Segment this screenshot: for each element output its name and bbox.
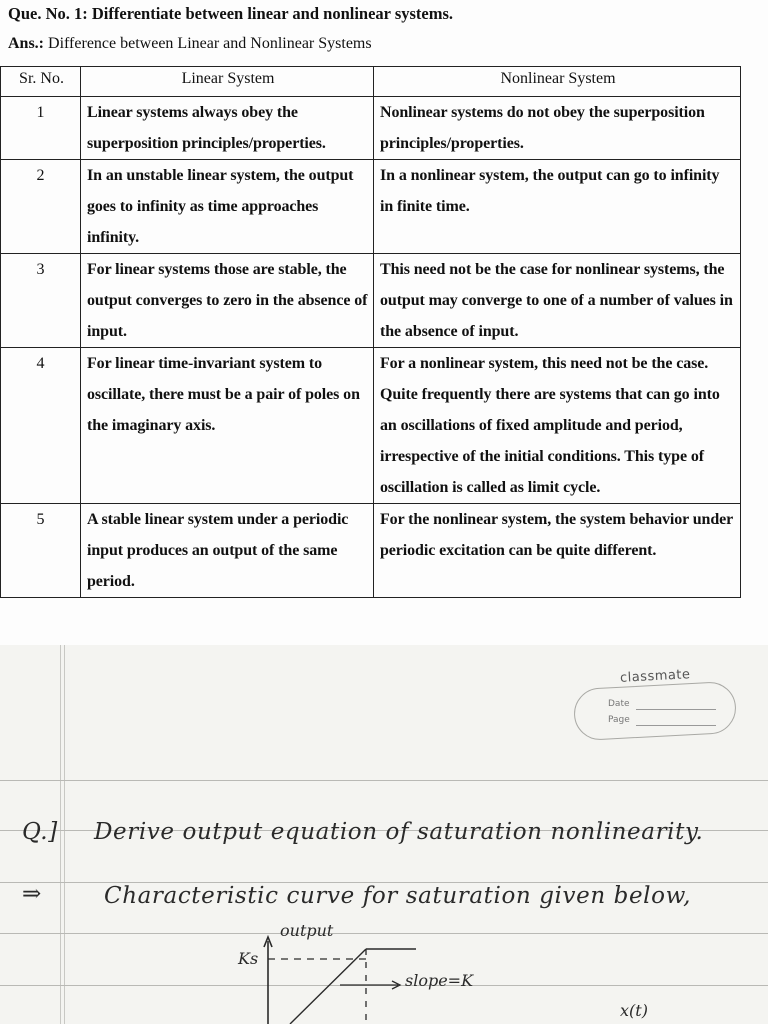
- page-label: Page: [608, 715, 630, 725]
- notebook-page: [0, 645, 768, 1024]
- row-number: 2: [1, 160, 81, 254]
- slope-label: slope=K: [405, 971, 474, 990]
- comparison-table: [0, 66, 741, 598]
- nonlinear-cell: For the nonlinear system, the system behavior under periodic excitation can be quite different.: [374, 504, 741, 598]
- nonlinear-cell: In a nonlinear system, the output can go to infinity in finite time.: [374, 160, 741, 254]
- table-row: [1, 160, 741, 254]
- answer-text: Difference between Linear and Nonlinear Systems: [48, 35, 372, 52]
- level-label: Ks: [238, 949, 259, 968]
- table-row: [1, 504, 741, 598]
- question-text: Differentiate between linear and nonlinear systems.: [91, 4, 454, 23]
- brand-logo: classmate: [619, 667, 691, 686]
- q-marker: Q.]: [22, 819, 58, 845]
- header-sr-no: Sr. No.: [1, 67, 81, 97]
- row-number: 4: [1, 348, 81, 504]
- header-linear: Linear System: [81, 67, 374, 97]
- date-label: Date: [608, 699, 630, 709]
- hand-statement: Characteristic curve for saturation given below,: [104, 883, 692, 909]
- x-label: x(t): [620, 1001, 648, 1020]
- implies-arrow: ⇒: [22, 881, 42, 907]
- linear-cell: For linear time-invariant system to oscillate, there must be a pair of poles on the imaginary axis.: [81, 348, 374, 504]
- table-header-row: [1, 67, 741, 97]
- answer-label: Ans.:: [8, 35, 45, 52]
- nonlinear-cell: For a nonlinear system, this need not be the case. Quite frequently there are systems that can go into an oscillations of fixed amplitude and period, irrespective of the initial conditions. This type of oscillation is called as limit cycle.: [374, 348, 741, 504]
- question-line: [8, 4, 453, 24]
- linear-cell: For linear systems those are stable, the output converges to zero in the absence of input.: [81, 254, 374, 348]
- nonlinear-cell: Nonlinear systems do not obey the superposition principles/properties.: [374, 97, 741, 160]
- table-row: [1, 97, 741, 160]
- row-number: 1: [1, 97, 81, 160]
- linear-cell: Linear systems always obey the superposition principles/properties.: [81, 97, 374, 160]
- hand-question: Derive output equation of saturation nonlinearity.: [94, 819, 704, 845]
- row-number: 3: [1, 254, 81, 348]
- linear-cell: In an unstable linear system, the output goes to infinity as time approaches infinity.: [81, 160, 374, 254]
- answer-line: [8, 35, 372, 53]
- table-row: [1, 254, 741, 348]
- table-row: [1, 348, 741, 504]
- question-label: Que. No. 1:: [8, 4, 88, 23]
- linear-cell: A stable linear system under a periodic input produces an output of the same period.: [81, 504, 374, 598]
- nonlinear-cell: This need not be the case for nonlinear systems, the output may converge to one of a number of values in the absence of input.: [374, 254, 741, 348]
- y-axis-label: output: [280, 921, 334, 940]
- header-nonlinear: Nonlinear System: [374, 67, 741, 97]
- linear-slope-line: [290, 949, 366, 1024]
- row-number: 5: [1, 504, 81, 598]
- saturation-graph: [0, 645, 768, 1024]
